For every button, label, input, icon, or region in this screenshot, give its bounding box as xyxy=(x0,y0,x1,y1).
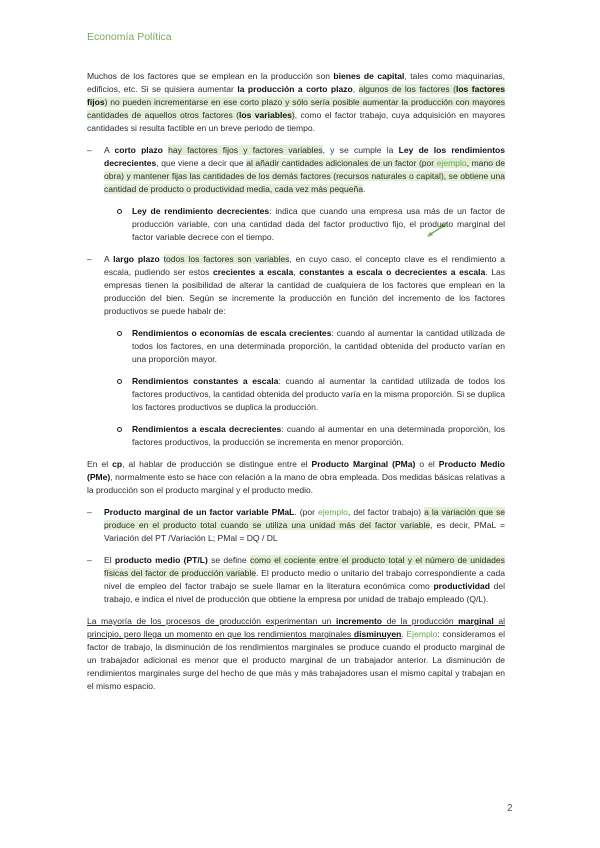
list-item-producto-marginal: – Producto marginal de un factor variable PMaL. (por ejemplo, del factor trabajo) a la variación que se produce en el producto total cuando se utiliza una unidad más del factor variable, es decir, PMaL = Variación del PT /Variación L; PMal = DQ / DL xyxy=(87,506,505,545)
page-number: 2 xyxy=(507,803,513,814)
list-item-producto-medio: – El producto medio (PT/L) se define como el cociente entre el producto total y el número de unidades físicas del factor de producción variable. El producto medio o unitario del trabajo correspondiente a cada nivel de empleo del factor trabajo se suele llamar en la literatura económica como productividad del trabajo, e indica el nivel de producción que obtiene la empresa por unidad de trabajo empleado (Q/L). xyxy=(87,554,505,606)
document-body xyxy=(87,70,505,702)
intro-paragraph: Muchos de los factores que se emplean en la producción son bienes de capital, tales como maquinarias, edificios, etc. Si se quisiera aumentar la producción a corto plazo, algunos de los factores (los factores fijos) no pueden incrementarse en ese corto plazo y sólo sería posible aumentar la producción con mayores cantidades de aquellos otros factores (los variables), como el factor trabajo, cuya adquisición en mayores cantidades si resulta factible en un breve periodo de tiempo. xyxy=(87,71,505,133)
sub-item-rendimientos-constantes: Rendimientos constantes a escala: cuando al aumentar la cantidad utilizada de todos los factores productivos, la cantidad obtenida del producto varía en la misma proporción. Si se duplica los factores productivos se duplica la producción. xyxy=(117,375,505,414)
list-item-corto-plazo: – A corto plazo hay factores fijos y factores variables, y se cumple la Ley de los rendimientos decrecientes, que viene a decir que al añadir cantidades adicionales de un factor (por ejemplo, mano de obra) y mantener fijas las cantidades de los demás factores (recursos naturales o capital), se obtiene una cantidad de producto o productividad media, cada vez más pequeña. xyxy=(87,144,505,196)
list-item-largo-plazo: – A largo plazo todos los factores son variables, en cuyo caso, el concepto clave es el rendimiento a escala, pudiendo ser estos crecientes a escala, constantes a escala o decrecientes a escala. Las empresas tienen la posibilidad de alterar la cantidad de cualquiera de los factores que emplean en la producción del bien. Según se incremente la producción en función del incremento de los factores productivos se puede habalr de: xyxy=(87,253,505,318)
sub-item-rendimientos-decrecientes: Rendimientos a escala decrecientes: cuando al aumentar en una determinada proporción, los factores productivos, la producción se incrementa en menor proporción. xyxy=(117,423,505,449)
sub-item-ley-rendimientos: Ley de rendimiento decrecientes: indica que cuando una empresa usa más de un factor de producción variable, con una cantidad dada del factor productivo fijo, el producto marginal del factor variable decrece con el tiempo. xyxy=(117,205,505,244)
conclusion-paragraph: La mayoría de los procesos de producción experimentan un incremento de la producción marginal al principio, pero llega un momento en que los rendimientos marginales disminuyen. Ejemplo: consideramos el factor de trabajo, la disminución de los rendimientos marginales se produce cuando el producto marginal de un trabajador adicional es menor que el producto marginal de un trabajador anterior. La disminución de rendimientos marginales surge del hecho de que más y más trabajadores usan el mismo capital y trabajan en el mismo espacio. xyxy=(87,616,506,691)
ejemplo-link: ejemplo xyxy=(436,158,467,168)
ejemplo-link: Ejemplo xyxy=(406,629,438,639)
producto-paragraph: En el cp, al hablar de producción se distingue entre el Producto Marginal (PMa) o el Producto Medio (PMe), normalmente esto se hace con relación a la mano de obra empleada. Dos medidas básicas relativas a la producción son el producto marginal y el producto medio. xyxy=(87,459,505,495)
document-header: Economía Política xyxy=(87,31,172,43)
ejemplo-link: ejemplo xyxy=(318,507,348,517)
highlighted-text: algunos de los factores (los factores fijos) no pueden incrementarse en ese corto plazo y sólo sería posible aumentar la producción con mayores cantidades de aquellos otros factores (los variables) xyxy=(87,84,505,120)
sub-item-rendimientos-crecientes: Rendimientos o economías de escala crecientes: cuando al aumentar la cantidad utilizada de todos los factores, en una determinada proporción, la cantidad obtenida del producto varían en una proporción mayor. xyxy=(117,327,505,366)
